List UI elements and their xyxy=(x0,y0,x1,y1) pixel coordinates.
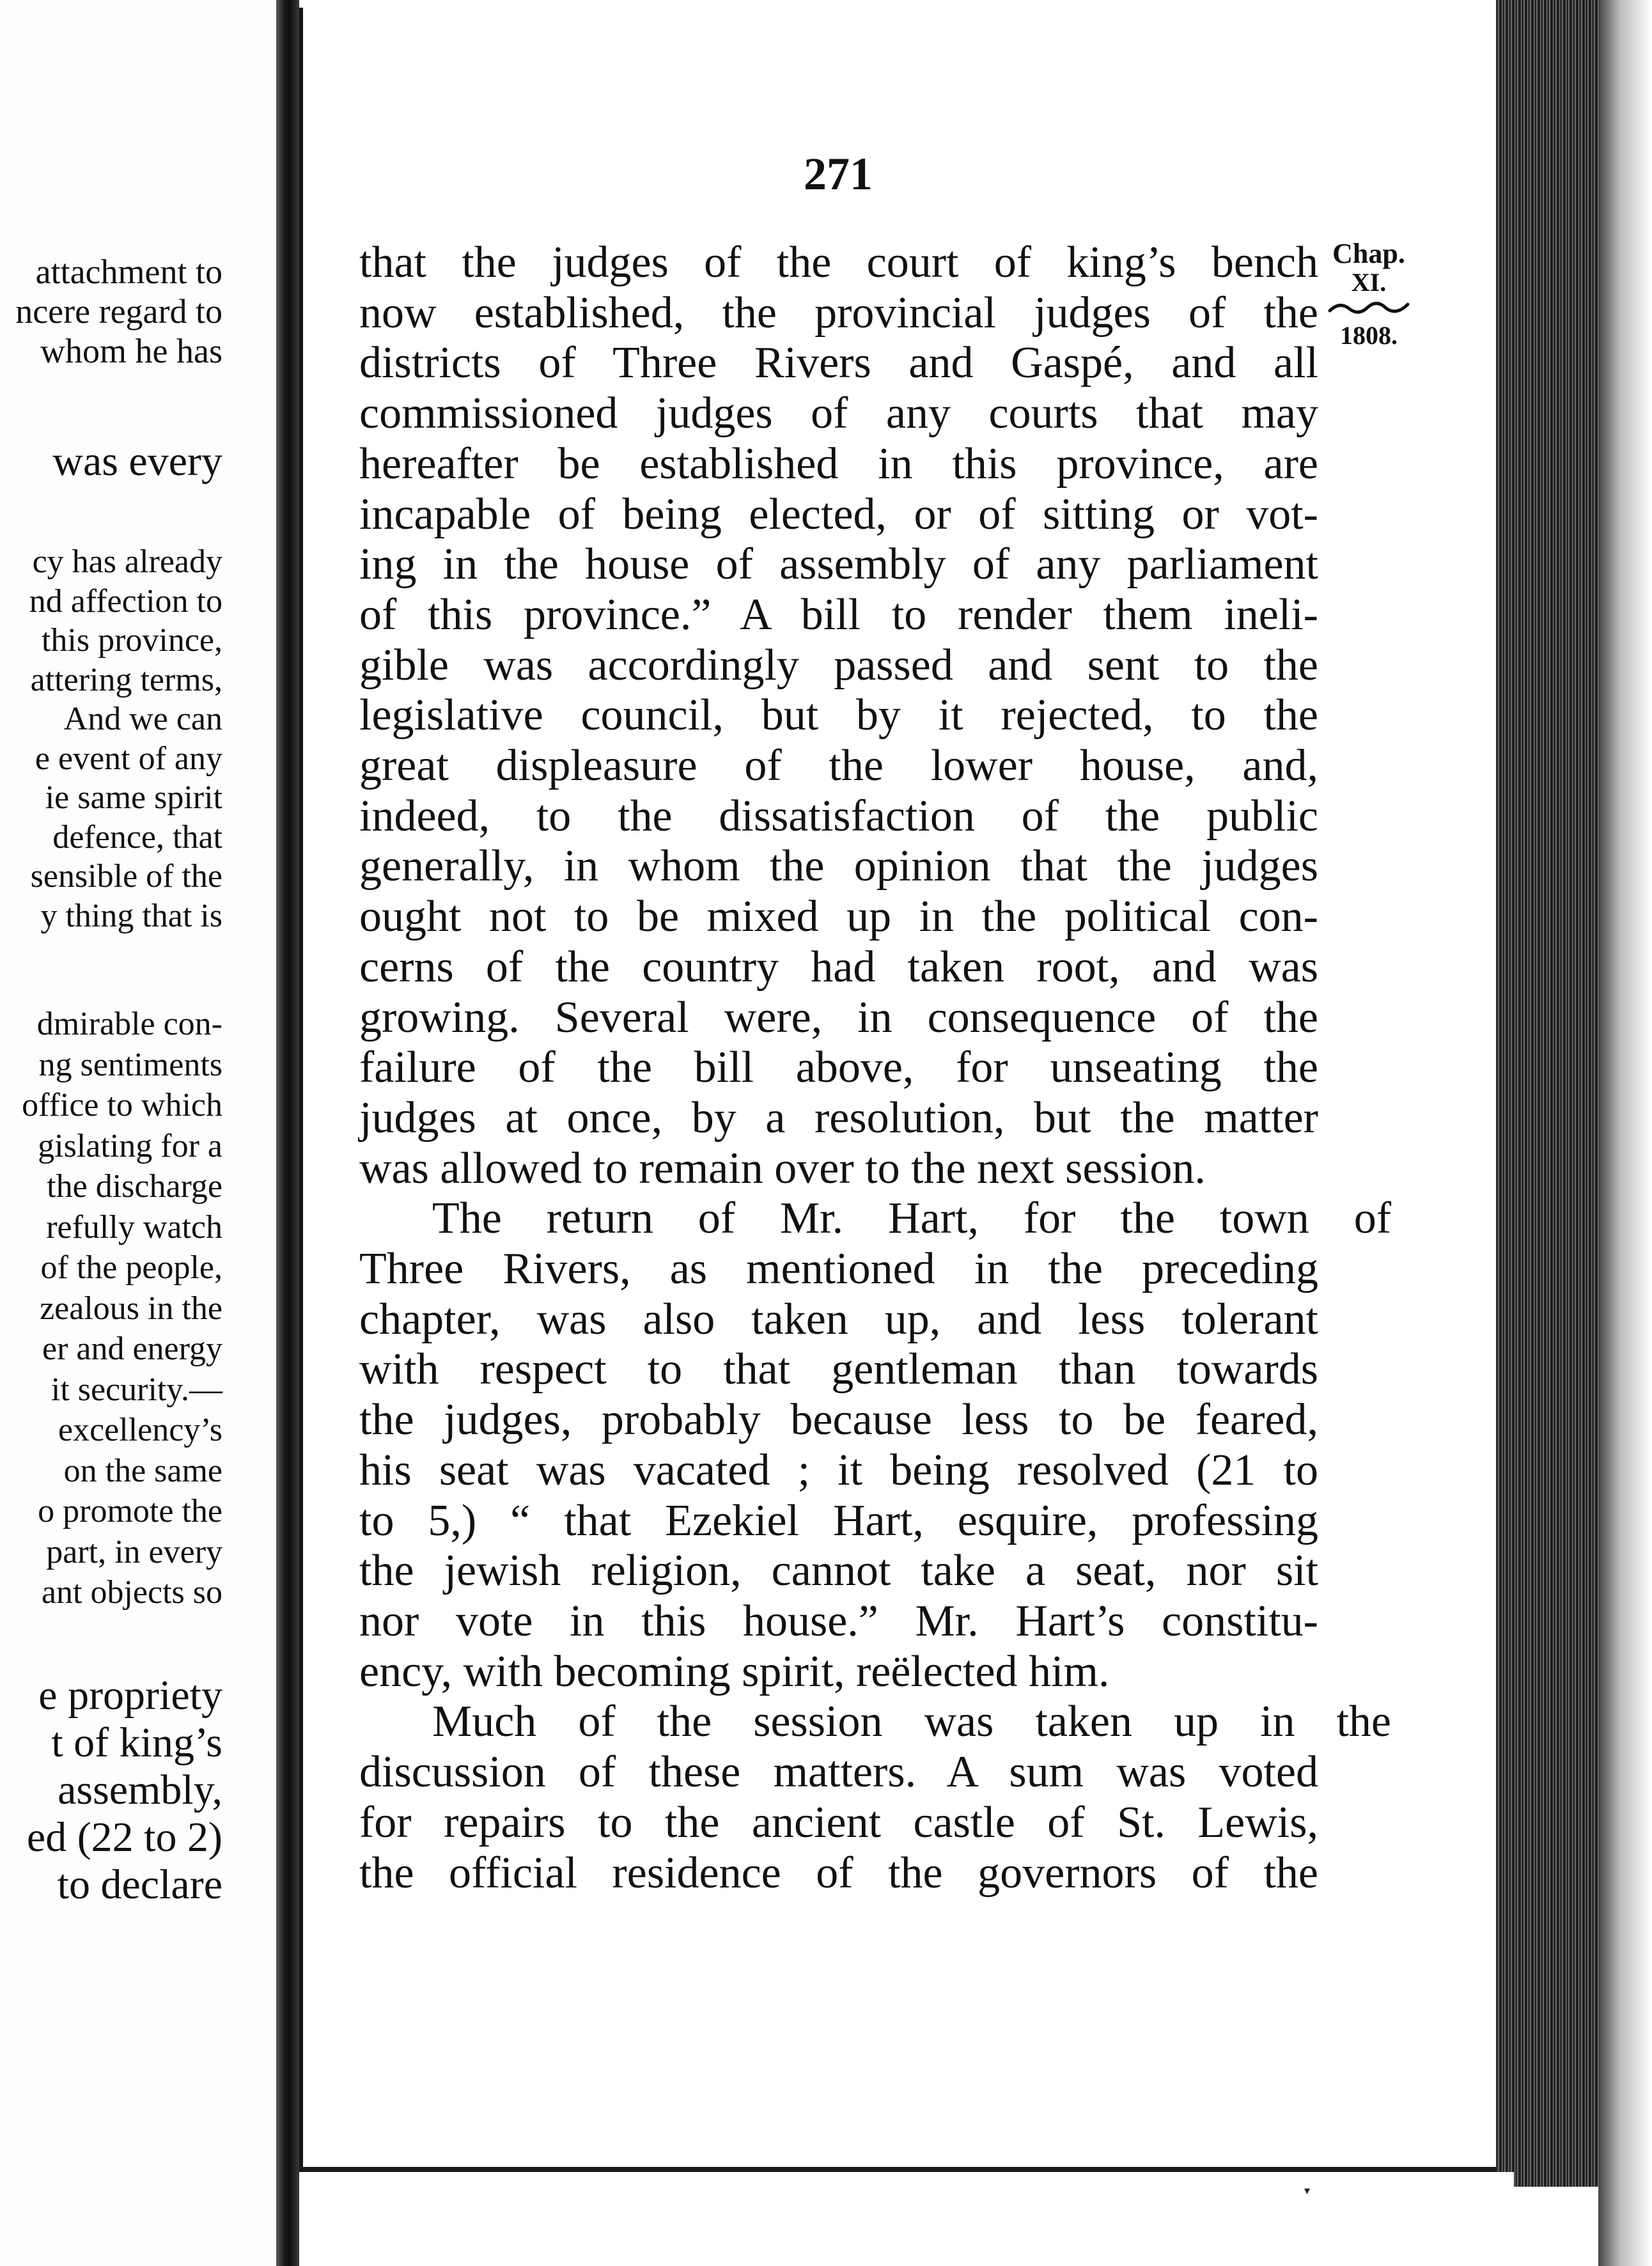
text-line: chapter, was also taken up, and less tolerant xyxy=(359,1294,1318,1344)
text-line: generally, in whom the opinion that the judges xyxy=(359,841,1318,891)
left-line: on the same xyxy=(63,1452,222,1489)
text-line: nor vote in this house.” Mr. Hart’s constitu- xyxy=(359,1596,1318,1646)
text-line: hereafter be established in this province, are xyxy=(359,439,1318,488)
left-page-block-2 xyxy=(52,439,222,485)
left-line: ie same spirit xyxy=(45,779,222,816)
left-line: it security.— xyxy=(51,1371,222,1408)
text-line: districts of Three Rivers and Gaspé, and all xyxy=(359,338,1318,388)
left-line: zealous in the xyxy=(40,1290,222,1327)
text-line: the jewish religion, cannot take a seat, nor sit xyxy=(359,1546,1318,1596)
text-line: incapable of being elected, or of sitting or vot- xyxy=(359,489,1318,539)
left-line: this province, xyxy=(41,622,222,659)
text-line: the official residence of the governors of the xyxy=(359,1848,1318,1898)
text-line: cerns of the country had taken root, and was xyxy=(359,942,1318,992)
text-line: The return of Mr. Hart, for the town of xyxy=(432,1194,1391,1244)
text-line: great displeasure of the lower house, and, xyxy=(359,741,1318,791)
swash-ornament-icon xyxy=(1327,295,1410,317)
left-line: assembly, xyxy=(58,1767,222,1813)
book-gutter xyxy=(276,0,299,2266)
text-line: Much of the session was taken up in the xyxy=(432,1697,1391,1747)
left-page-block-5 xyxy=(27,1672,222,1909)
left-line: And we can xyxy=(63,701,222,737)
left-line: ed (22 to 2) xyxy=(26,1814,222,1861)
left-page-block-1 xyxy=(15,252,222,371)
margin-year: 1808. xyxy=(1340,321,1398,350)
text-line: gible was accordingly passed and sent to the xyxy=(359,640,1318,690)
left-line: excellency’s xyxy=(58,1412,222,1448)
left-line: er and energy xyxy=(42,1331,222,1367)
left-page xyxy=(0,0,276,2266)
text-line: ency, with becoming spirit, reëlected him. xyxy=(359,1646,1110,1696)
left-page-block-3 xyxy=(29,542,222,935)
text-line: discussion of these matters. A sum was voted xyxy=(359,1747,1318,1797)
text-line: growing. Several were, in consequence of the xyxy=(359,992,1318,1042)
left-line: cy has already xyxy=(32,543,222,580)
text-line: his seat was vacated ; it being resolved (21 to xyxy=(359,1445,1318,1495)
left-line: office to which xyxy=(22,1087,222,1123)
text-line: ing in the house of assembly of any parliament xyxy=(359,540,1318,590)
margin-note xyxy=(1321,238,1417,350)
text-line: legislative council, but by it rejected, to the xyxy=(359,691,1318,740)
text-line: commissioned judges of any courts that may xyxy=(359,389,1318,439)
left-line: was every xyxy=(52,438,222,485)
left-line: refully watch xyxy=(46,1208,222,1246)
text-line: failure of the bill above, for unseating the xyxy=(359,1043,1318,1093)
left-line: of the people, xyxy=(40,1249,222,1286)
text-line: for repairs to the ancient castle of St. Lewis, xyxy=(359,1797,1318,1847)
left-line: gislating for a xyxy=(38,1127,222,1164)
text-line: of this province.” A bill to render them ineli- xyxy=(359,590,1318,639)
text-line: ought not to be mixed up in the political con- xyxy=(359,892,1318,942)
left-line: to declare xyxy=(57,1861,222,1908)
left-line: attachment to xyxy=(35,253,222,291)
left-line: nd affection to xyxy=(29,582,222,620)
left-line: sensible of the xyxy=(30,858,222,895)
left-line: o promote the xyxy=(38,1493,222,1529)
text-line: judges at once, by a resolution, but the matter xyxy=(359,1093,1318,1143)
margin-chapter-number: XI. xyxy=(1351,268,1387,297)
page-edges-fade xyxy=(1598,0,1652,2266)
left-line: attering terms, xyxy=(30,661,222,698)
margin-chapter-label: Chap. xyxy=(1332,238,1405,269)
left-line: ng sentiments xyxy=(38,1046,222,1083)
left-line: ant objects so xyxy=(41,1574,222,1611)
bottom-margin xyxy=(299,2172,1514,2266)
page-number: 271 xyxy=(804,148,873,199)
scan-artifact-mark: ▾ xyxy=(1304,2184,1311,2198)
text-line: Three Rivers, as mentioned in the preceding xyxy=(359,1244,1318,1294)
left-line: y thing that is xyxy=(40,897,222,934)
left-line: e event of any xyxy=(35,740,222,777)
text-line: indeed, to the dissatisfaction of the public xyxy=(359,791,1318,841)
left-page-block-4 xyxy=(22,1004,222,1613)
left-line: ncere regard to xyxy=(15,292,222,331)
left-line: the discharge xyxy=(47,1168,222,1205)
left-line: dmirable con- xyxy=(36,1006,222,1042)
text-line: to 5,) “ that Ezekiel Hart, esquire, professing xyxy=(359,1496,1318,1545)
text-line: the judges, probably because less to be feared, xyxy=(359,1395,1318,1445)
text-line: was allowed to remain over to the next session. xyxy=(359,1143,1206,1193)
left-line: whom he has xyxy=(40,332,222,370)
left-line: defence, that xyxy=(52,818,222,856)
text-line: that the judges of the court of king’s bench xyxy=(359,238,1318,287)
text-line: now established, the provincial judges of the xyxy=(359,288,1318,338)
text-line: with respect to that gentleman than towards xyxy=(359,1345,1318,1395)
left-line: e propriety xyxy=(38,1672,222,1719)
left-line: part, in every xyxy=(46,1533,222,1570)
left-line: t of king’s xyxy=(51,1719,222,1766)
